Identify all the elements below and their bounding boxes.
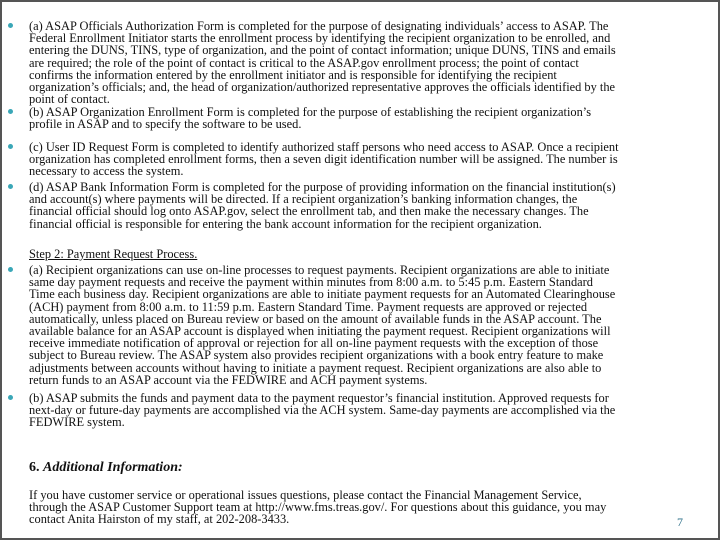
section-heading xyxy=(29,460,183,476)
text-line: profile in ASAP and to specify the software to be used. xyxy=(29,117,302,132)
text-line: (a) Recipient organizations can use on-line processes to request payments. Recipient organizations are able to initiate xyxy=(29,263,610,277)
text-line: confirms the information entered by the enrollment initiator and is responsible for identifying the recipient xyxy=(29,67,557,82)
bullet-icon xyxy=(8,109,13,114)
text-line: Time each business day. Recipient organizations are able to initiate payment requests for an Automated Clearinghouse xyxy=(29,287,616,302)
bullet-icon xyxy=(8,144,13,149)
text-line: necessary to access the system. xyxy=(29,164,184,179)
bullet-icon xyxy=(8,267,13,272)
bullet-icon xyxy=(8,184,13,189)
text-line: are required; the role of the point of contact is critical to the ASAP.gov enrollment process; the point of contact xyxy=(29,55,579,70)
list-item xyxy=(29,141,619,178)
text-line: return funds to an ASAP account via the FEDWIRE and ACH payment systems. xyxy=(29,372,428,387)
text-line: (c) User ID Request Form is completed to identify authorized staff persons who need access to ASAP. Once a recipient xyxy=(29,140,619,154)
page-number: 7 xyxy=(677,515,683,529)
text-line: entering the DUNS, TINS, type of organization, and the point of contact information; unique DUNS, TINS and emails xyxy=(29,43,616,58)
text-line: same day payment requests and receive the payment within minutes from 8:00 a.m. to 5:45 p.m. Eastern Standard xyxy=(29,275,593,290)
text-line: organization’s officials; and, the head of organization/authorized representative approves the officials identified by the xyxy=(29,80,616,95)
text-line: (b) ASAP submits the funds and payment data to the payment requestor’s financial institution. Approved requests for xyxy=(29,391,609,405)
text-line: organization has completed enrollment forms, then a seven digit identification number will be assigned. The number is xyxy=(29,152,618,167)
text-line: contact Anita Hairston of my staff, at 202-208-3433. xyxy=(29,512,290,527)
text-line: (d) ASAP Bank Information Form is completed for the purpose of providing information on the financial institution(s) xyxy=(29,180,616,194)
text-line: subject to Bureau review. The ASAP system also provides recipient organizations with a book entry feature to make xyxy=(29,348,604,363)
text-line: adjustments between accounts without having to initiate a payment request. Recipient organizations are also able to xyxy=(29,360,602,375)
text-line: (a) ASAP Officials Authorization Form is completed for the purpose of designating individuals’ access to ASAP. The xyxy=(29,19,609,33)
text-line: Federal Enrollment Initiator starts the enrollment process by identifying the recipient organization to be enrolled, and xyxy=(29,31,611,46)
text-line: (b) ASAP Organization Enrollment Form is completed for the purpose of establishing the recipient organization’s xyxy=(29,105,592,119)
contact-paragraph xyxy=(29,489,606,526)
text-line: If you have customer service or operational issues questions, please contact the Financial Management Service, xyxy=(29,488,582,502)
text-line: financial official is responsible for entering the bank account information for the recipient organization. xyxy=(29,216,542,231)
section-number: 6. xyxy=(29,460,40,475)
text-line: automatically, unless placed on Bureau review or based on the amount of available funds in the ASAP account. The xyxy=(29,311,602,326)
text-line: next-day or future-day payments are accomplished via the ACH system. Same-day payments are accomplished via the xyxy=(29,403,616,418)
list-item xyxy=(29,106,591,130)
text-line: receive immediate notification of approval or rejection for all on-line payment requests with the exception of those xyxy=(29,336,599,351)
text-line: point of contact. xyxy=(29,92,110,107)
list-item xyxy=(29,392,615,429)
list-item xyxy=(29,181,616,230)
text-line: financial official should log onto ASAP.gov, select the enrollment tab, and then make the necessary changes. The xyxy=(29,204,589,219)
bullet-icon xyxy=(8,23,13,28)
text-line: through the ASAP Customer Support team at http://www.fms.treas.gov/. For questions about this guidance, you may xyxy=(29,500,607,515)
text-line: FEDWIRE system. xyxy=(29,415,125,430)
step2-heading: Step 2: Payment Request Process. xyxy=(29,247,198,261)
bullet-icon xyxy=(8,395,13,400)
list-item xyxy=(29,20,616,105)
text-line: (ACH) payment from 8:00 a.m. to 11:59 p.m. Eastern Standard Time. Payment requests are approved or rejected xyxy=(29,299,588,314)
text-line: and account(s) where payments will be directed. If a recipient organization’s banking information changes, the xyxy=(29,192,578,207)
list-item xyxy=(29,264,615,386)
section-title: Additional Information: xyxy=(43,460,183,475)
text-line: available balance for an ASAP account is displayed when initiating the payment request. Recipient organizations will xyxy=(29,324,611,339)
